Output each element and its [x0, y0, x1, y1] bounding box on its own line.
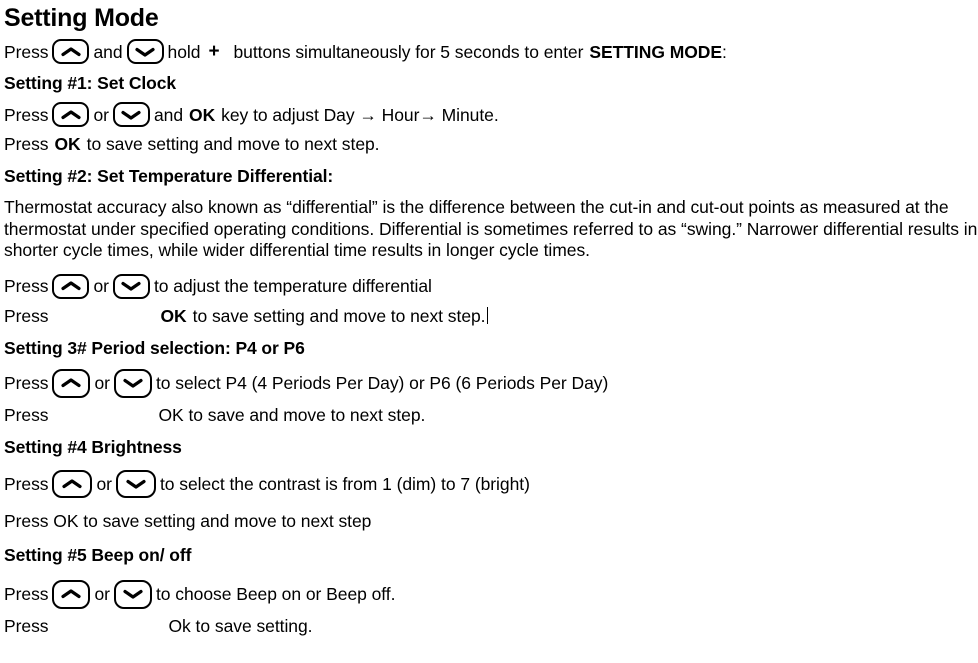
- press-label: Press: [4, 584, 49, 604]
- press-label: Press: [4, 373, 49, 393]
- section-heading-4: Setting #4 Brightness: [4, 436, 182, 457]
- or-label: or: [96, 473, 112, 494]
- intro-tail: buttons simultaneously for 5 seconds to enter: [233, 41, 584, 62]
- chevron-up-icon[interactable]: [52, 580, 90, 609]
- section-1-line-2: [0, 133, 978, 155]
- section-3-line-2-tail: OK to save and move to next step.: [158, 404, 426, 425]
- or-label: or: [93, 104, 109, 125]
- section-1-line-1: [0, 102, 978, 127]
- ok-key-label: OK: [54, 134, 81, 154]
- press-label: Press: [4, 276, 49, 296]
- section-2-line-1: [0, 274, 978, 299]
- intro-line: [0, 39, 978, 64]
- chevron-up-icon[interactable]: [52, 470, 92, 498]
- chevron-down-icon[interactable]: [116, 470, 156, 498]
- ok-key-label: OK: [189, 104, 216, 125]
- section-4-line-2: [0, 510, 978, 532]
- chevron-up-icon[interactable]: [52, 102, 89, 127]
- section-2-line-2: [0, 305, 978, 327]
- section-heading-1: Setting #1: Set Clock: [4, 73, 176, 93]
- intro-colon: :: [722, 41, 727, 62]
- chevron-up-icon[interactable]: [52, 39, 89, 64]
- intro-hold-label: hold: [167, 41, 201, 62]
- chevron-down-icon[interactable]: [113, 102, 150, 127]
- section-3-line-1-tail: to select P4 (4 Periods Per Day) or P6 (6 Periods Per Day): [155, 373, 609, 393]
- press-label: Press: [4, 104, 49, 125]
- chevron-up-icon[interactable]: [52, 274, 89, 299]
- press-label: Press: [4, 615, 49, 636]
- page-title: Setting Mode: [4, 4, 159, 32]
- intro-press-label: Press: [4, 41, 49, 62]
- press-label: Press: [4, 404, 49, 425]
- or-label: or: [94, 373, 110, 393]
- chevron-down-icon[interactable]: [127, 39, 164, 64]
- section-3-line-2: [0, 404, 978, 426]
- press-label: Press: [4, 305, 49, 326]
- chevron-down-icon[interactable]: [113, 274, 150, 299]
- chevron-down-icon[interactable]: [114, 369, 152, 398]
- and-label: and: [153, 104, 184, 125]
- press-label: Press: [4, 134, 49, 154]
- chevron-up-icon[interactable]: [52, 369, 90, 398]
- press-label: Press: [4, 473, 49, 494]
- or-label: or: [93, 276, 109, 296]
- section-5-line-1-tail: to choose Beep on or Beep off.: [155, 584, 396, 604]
- intro-and-label: and: [93, 41, 123, 62]
- section-2-line-2-tail: to save setting and move to next step.: [192, 305, 486, 326]
- section-5-line-2: [0, 615, 978, 637]
- section-4-line-2-text: Press OK to save setting and move to next step: [4, 510, 372, 531]
- chevron-down-icon[interactable]: [114, 580, 152, 609]
- section-4-line-1-tail: to select the contrast is from 1 (dim) to 7 (bright): [159, 473, 530, 494]
- text-cursor: [487, 307, 488, 324]
- section-1-line-1-tail: key to adjust Day → Hour→ Minute.: [221, 104, 499, 125]
- section-3-line-1: [0, 369, 978, 398]
- section-heading-2: Setting #2: Set Temperature Differential:: [4, 166, 334, 186]
- ok-key-label: OK: [160, 305, 187, 326]
- setting-mode-label: SETTING MODE: [589, 41, 722, 62]
- section-4-line-1: [0, 470, 978, 498]
- or-label: or: [94, 584, 110, 604]
- plus-icon: +: [208, 40, 220, 62]
- section-heading-3: Setting 3# Period selection: P4 or P6: [4, 337, 305, 358]
- section-5-line-2-tail: Ok to save setting.: [168, 615, 313, 636]
- section-1-line-2-tail: to save setting and move to next step.: [86, 134, 380, 154]
- section-2-line-1-tail: to adjust the temperature differential: [153, 276, 432, 296]
- section-5-line-1: [0, 580, 978, 609]
- section-heading-5: Setting #5 Beep on/ off: [4, 544, 192, 565]
- differential-paragraph: Thermostat accuracy also known as “differential” is the difference between the cut-in and cut-out points as measured at the thermostat under specified operating conditions. Differential is sometimes referred to as “swing.” Narrower differential results in shorter cycle times, while wider differential time results in longer cycle times.: [4, 197, 978, 260]
